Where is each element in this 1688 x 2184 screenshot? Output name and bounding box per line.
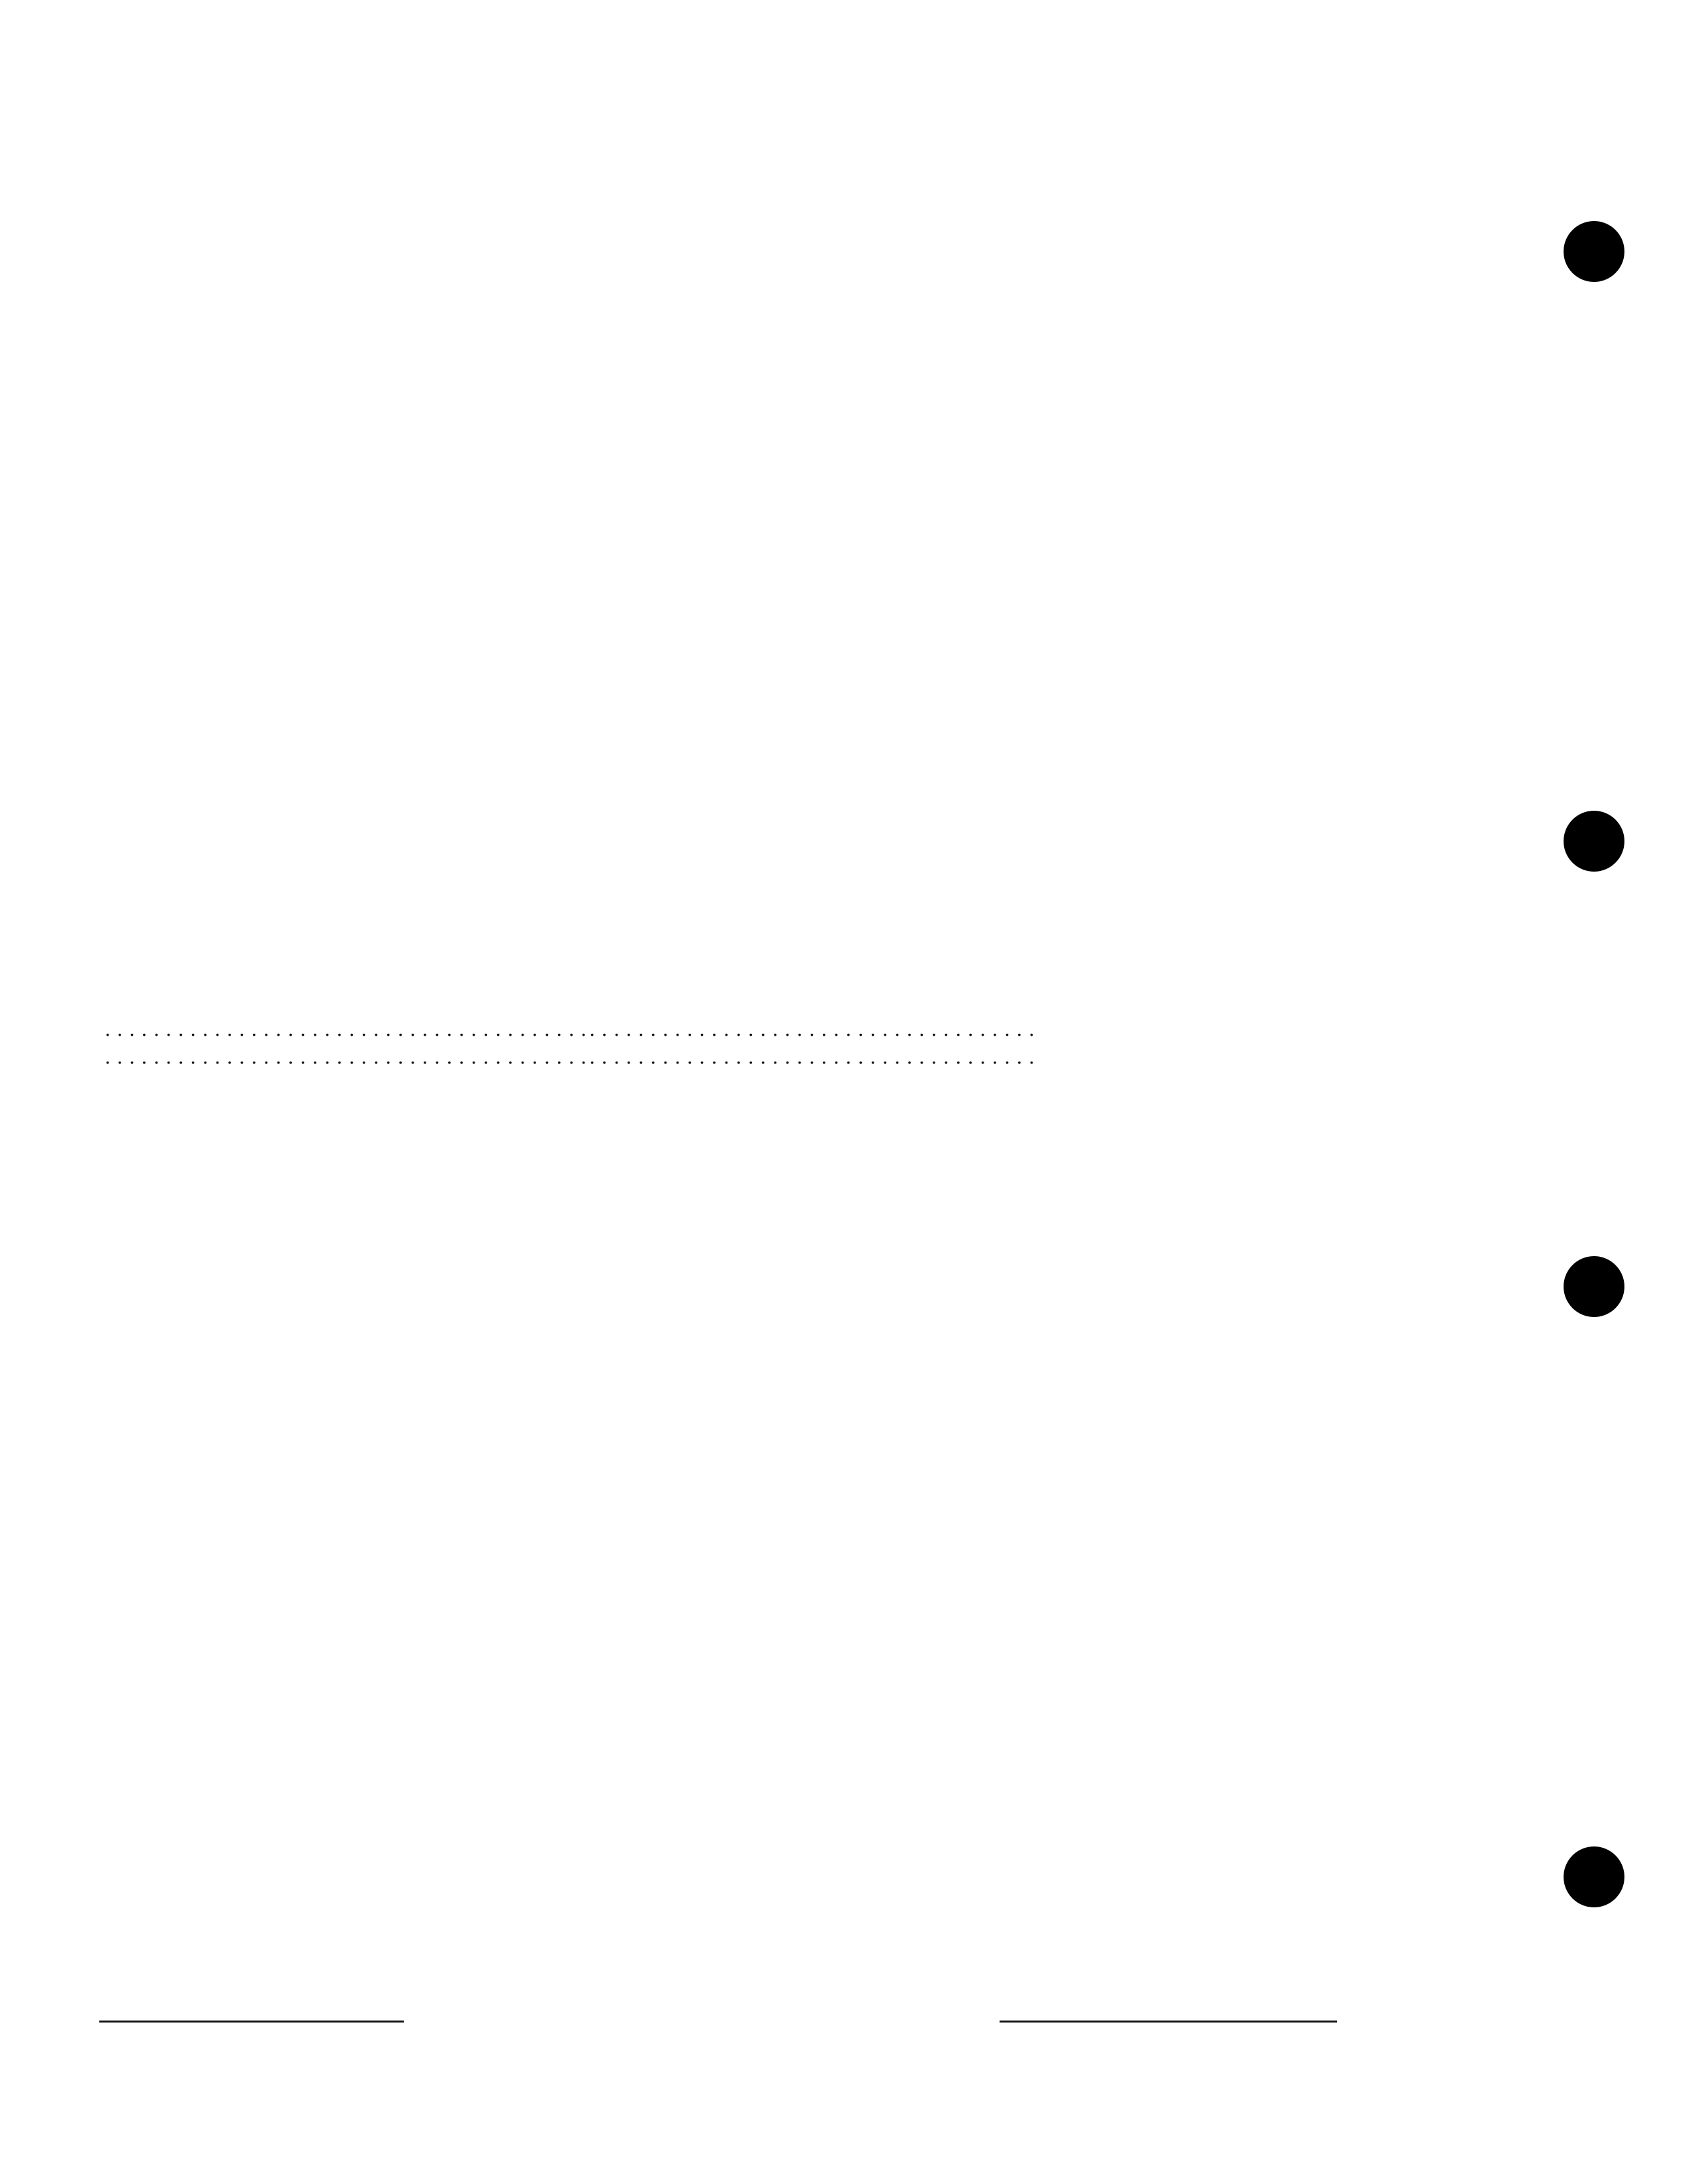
description-text [589, 1015, 1039, 1043]
footer-rule-left [99, 2021, 404, 2023]
application-text [105, 1015, 588, 1043]
punch-hole-upper-middle [1564, 811, 1624, 872]
footer-copyright-line [99, 2007, 1337, 2036]
parts-row-clip [99, 987, 1337, 1043]
parts-row-clip-2nd-type [99, 1043, 1337, 1071]
description-text [589, 1043, 1039, 1071]
continued-parts-table [99, 96, 1337, 99]
punch-hole-lower-middle [1564, 1256, 1624, 1317]
section-4-222-table [99, 987, 1337, 1071]
punch-hole-top [1564, 221, 1624, 282]
punch-hole-bottom [1564, 1846, 1624, 1907]
application-text [105, 1043, 588, 1071]
footer-rule-right [1000, 2021, 1337, 2023]
